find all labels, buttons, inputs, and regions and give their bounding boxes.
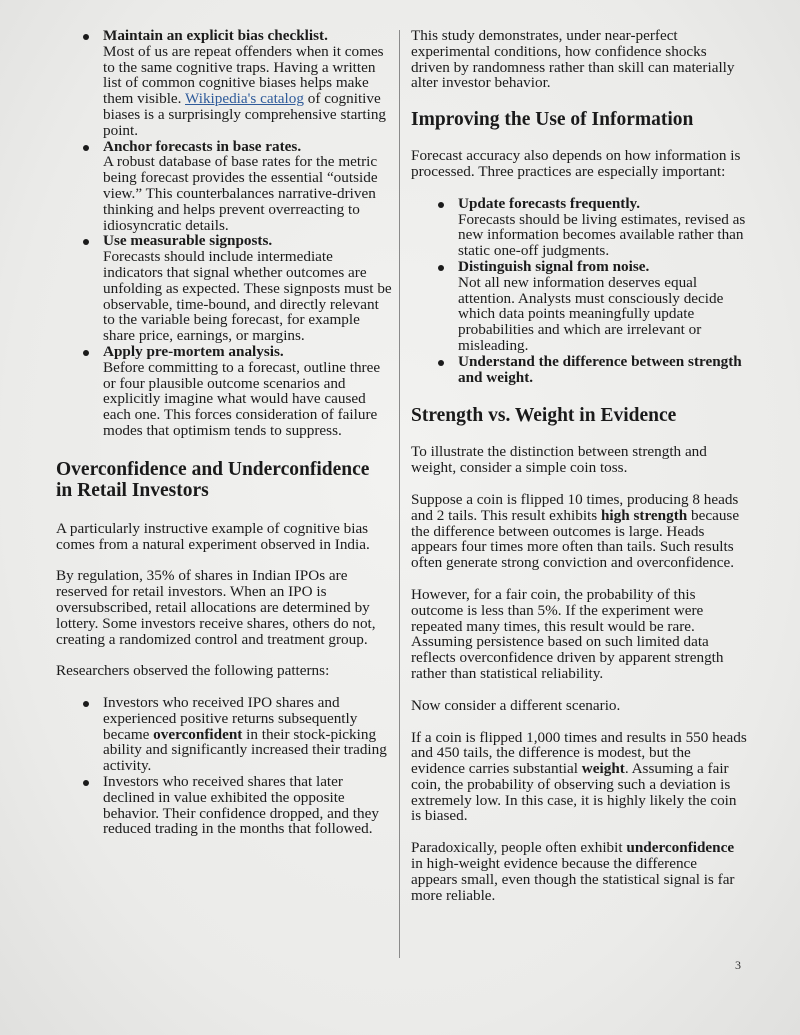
bullet-icon bbox=[83, 780, 89, 786]
list-item-text: Before committing to a forecast, outline three or four plausible outcome scenarios and explicitly imagine what would have caused each one. This forces consideration of failure modes that optimism tends to suppress. bbox=[103, 358, 381, 439]
list-item-title: Anchor forecasts in base rates. bbox=[103, 137, 302, 155]
paragraph: By regulation, 35% of shares in Indian IPOs are reserved for retail investors. When an IPO is oversubscribed, retail allocations are determined by lottery. Some investors receive shares, others do not, creating a randomized control and treatment group. bbox=[56, 567, 376, 648]
paragraph bbox=[411, 730, 747, 825]
emphasis-text: overconfident bbox=[153, 725, 243, 743]
column-divider bbox=[399, 30, 400, 958]
list-item-text: Investors who received IPO shares and experienced positive returns subsequently became bbox=[103, 694, 358, 743]
list-item bbox=[56, 233, 392, 344]
bullet-icon bbox=[83, 34, 89, 40]
paragraph: Forecast accuracy also depends on how information is processed. Three practices are especially important: bbox=[411, 147, 741, 180]
right-column bbox=[411, 26, 747, 903]
paragraph-text: If a coin is flipped 1,000 times and results in 550 heads and 450 tails, the difference is modest, but the evidence carries substantial bbox=[411, 728, 747, 778]
list-item-text: Most of us are repeat offenders when it comes to the same cognitive traps. Having a written list of common cognitive biases helps make them visible. bbox=[103, 42, 384, 108]
list-item-text: in their stock-picking ability and significantly increased their trading activity. bbox=[103, 725, 387, 775]
list-item-title: Apply pre-mortem analysis. bbox=[103, 342, 284, 360]
list-item-text: Forecasts should include intermediate indicators that signal whether outcomes are unfolding as expected. These signposts must be observable, time-bound, and directly relevant to the variable being forecast, for example share price, earnings, or margins. bbox=[103, 248, 392, 345]
left-column bbox=[56, 26, 392, 837]
bullet-icon bbox=[83, 350, 89, 356]
section-heading-strength-weight: Strength vs. Weight in Evidence bbox=[411, 405, 677, 427]
bullet-icon bbox=[438, 202, 444, 208]
list-item bbox=[56, 139, 392, 234]
paragraph: Now consider a different scenario. bbox=[411, 696, 621, 714]
paragraph: To illustrate the distinction between strength and weight, consider a simple coin toss. bbox=[411, 443, 707, 477]
list-item-text: A robust database of base rates for the metric being forecast provides the essential “outside view.” This counterbalances narrative-driven thinking and helps prevent overreacting to idiosyncratic details. bbox=[103, 153, 378, 234]
page-number: 3 bbox=[735, 958, 741, 972]
list-item bbox=[411, 196, 747, 259]
list-item-title: Use measurable signposts. bbox=[103, 232, 273, 250]
paragraph: This study demonstrates, under near-perfect experimental conditions, how confidence shocks driven by randomness rather than skill can materially alter investor behavior. bbox=[411, 27, 735, 92]
list-item bbox=[56, 28, 392, 139]
emphasis-text: weight bbox=[581, 760, 625, 778]
bullet-icon bbox=[438, 360, 444, 366]
paragraph-text: Suppose a coin is flipped 10 times, producing 8 heads and 2 tails. This result exhibits bbox=[411, 490, 739, 524]
section-heading-information: Improving the Use of Information bbox=[411, 109, 694, 131]
list-item-text: of cognitive biases is a surprisingly comprehensive starting point. bbox=[103, 90, 387, 139]
bullet-icon bbox=[83, 145, 89, 151]
list-item-text: Forecasts should be living estimates, revised as new information becomes available rather than static one-off judgments. bbox=[458, 210, 746, 260]
paragraph: A particularly instructive example of cognitive bias comes from a natural experiment observed in India. bbox=[56, 519, 370, 553]
list-item-title: Maintain an explicit bias checklist. bbox=[103, 27, 328, 44]
list-item-text: Not all new information deserves equal attention. Analysts must consciously decide which data points meaningfully update probabilities and which are irrelevant or misleading. bbox=[458, 273, 724, 354]
list-item-title: Distinguish signal from noise. bbox=[458, 257, 650, 275]
list-item bbox=[56, 774, 392, 837]
bullet-icon bbox=[83, 239, 89, 245]
patterns-list bbox=[56, 695, 392, 837]
paragraph: However, for a fair coin, the probability of this outcome is less than 5%. If the experiment were repeated many times, this result would be rare. Assuming persistence based on such limited data reflects overconfidence driven by apparent strength rather than statistical reliability. bbox=[411, 585, 724, 682]
paragraph-text: Paradoxically, people often exhibit bbox=[411, 839, 623, 857]
paragraph-text: . Assuming a fair coin, the probability of observing such a deviation is extremely low. In this case, it is highly likely the coin is biased. bbox=[411, 760, 737, 825]
paragraph-text: because the difference between outcomes is large. Heads appears four times more often than tails. Such results often generate strong conviction and overconfidence. bbox=[411, 506, 740, 572]
paragraph bbox=[411, 840, 747, 903]
section-heading-overconfidence: Overconfidence and Underconfidence in Retail Investors bbox=[56, 458, 370, 501]
list-item-title: Update forecasts frequently. bbox=[458, 194, 641, 212]
emphasis-text: underconfidence bbox=[626, 839, 735, 857]
emphasis-text: high strength bbox=[600, 506, 688, 524]
information-practices-list bbox=[411, 196, 747, 386]
wikipedia-catalog-link[interactable]: Wikipedia's catalog bbox=[185, 90, 304, 108]
bullet-icon bbox=[438, 265, 444, 271]
bias-practices-list bbox=[56, 28, 392, 439]
list-item bbox=[411, 354, 747, 386]
list-item-text: Investors who received shares that later declined in value exhibited the opposite behavior. Their confidence dropped, and they reduced trading in the months that followed. bbox=[103, 773, 379, 838]
list-item bbox=[411, 259, 747, 354]
paragraph: Researchers observed the following patterns: bbox=[56, 662, 330, 680]
bullet-icon bbox=[83, 701, 89, 707]
list-item-title: Understand the difference between strength and weight. bbox=[458, 352, 742, 386]
list-item bbox=[56, 695, 392, 774]
paragraph-text: in high-weight evidence because the difference appears small, even though the statistical signal is far more reliable. bbox=[411, 855, 735, 904]
list-item bbox=[56, 344, 392, 439]
paragraph bbox=[411, 492, 747, 571]
